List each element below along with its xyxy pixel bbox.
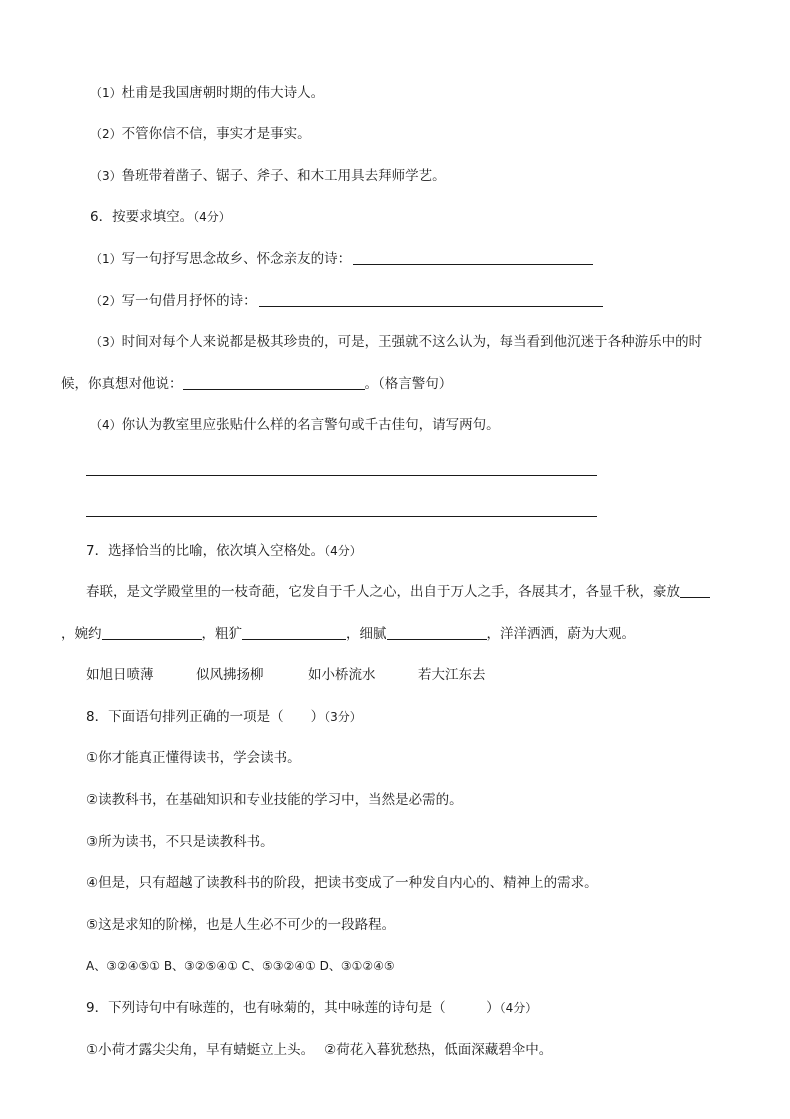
q7-blank-3[interactable] (242, 625, 346, 640)
q7-seg-4: ，洋洋洒洒，蔚为大观。 (486, 626, 635, 642)
q7-paragraph-line-2 (61, 624, 635, 644)
q5-item-3-text: 鲁班带着凿子、锯子、斧子、和木工用具去拜师学艺。 (121, 168, 446, 184)
q6-item-3-suffix: 。（格言警句） (364, 376, 453, 392)
q5-item-3-num: （3） (90, 169, 122, 183)
q7-blank-1[interactable] (680, 583, 710, 598)
q8-title (86, 707, 362, 727)
q9-title (86, 998, 537, 1018)
q9-title-text: 9．下列诗句中有咏莲的，也有咏菊的，其中咏莲的诗句是（ ） (86, 1000, 500, 1016)
q7-option-2: 似风拂扬柳 (196, 667, 264, 683)
q8-score: （3分） (324, 710, 362, 724)
q8-sentence-3: ③所为读书，不只是读教科书。 (86, 834, 274, 850)
q7-blank-2[interactable] (102, 625, 202, 640)
q6-item-4-text: 你认为教室里应张贴什么样的名言警句或千古佳句，请写两句。 (121, 417, 500, 433)
q7-option-3: 如小桥流水 (308, 667, 376, 683)
q5-item-2-text: 不管你信不信，事实才是事实。 (121, 126, 311, 142)
q6-item-2 (90, 291, 603, 311)
q5-item-3 (90, 166, 446, 186)
q6-score: （4分） (193, 210, 231, 224)
q6-item-3-prefix: 候，你真想对他说： (61, 376, 183, 392)
q9-score: （4分） (499, 1001, 538, 1015)
q6-title-text: 6．按要求填空。 (90, 209, 194, 225)
q6-item-4-answer-line-2[interactable] (86, 516, 597, 517)
q7-seg-3: ，细腻 (346, 626, 387, 642)
q7-blank-4[interactable] (387, 625, 487, 640)
q9-poems (86, 1040, 552, 1060)
q7-seg-1: ，婉约 (61, 626, 102, 642)
q7-option-4: 若大江东去 (418, 667, 486, 683)
q6-item-2-text: 写一句借月抒怀的诗： (121, 293, 257, 309)
q9-poem-2: ②荷花入暮犹愁热，低面深藏碧伞中。 (324, 1042, 553, 1058)
q6-title (90, 207, 231, 227)
q6-item-1 (90, 249, 593, 269)
q8-sentence-2: ②读教科书，在基础知识和专业技能的学习中，当然是必需的。 (86, 792, 463, 808)
q6-item-4-answer-line-1[interactable] (86, 475, 597, 476)
q8-sentence-4: ④但是，只有超越了读教科书的阶段，把读书变成了一种发自内心的、精神上的需求。 (86, 875, 598, 891)
q7-options (86, 665, 486, 685)
q8-choices: A、③②④⑤① B、③②⑤④① C、⑤③②④① D、③①②④⑤ (86, 959, 395, 973)
q6-item-3-line-2 (61, 374, 452, 394)
q7-title-text: 7．选择恰当的比喻，依次填入空格处。 (86, 543, 325, 559)
q6-item-2-num: （2） (90, 294, 122, 308)
q5-item-1 (90, 83, 324, 103)
q5-item-1-num: （1） (90, 86, 122, 100)
q8-sentence-1: ①你才能真正懂得读书，学会读书。 (86, 750, 301, 766)
q6-item-1-text: 写一句抒写思念故乡、怀念亲友的诗： (121, 251, 352, 267)
q8-sentence-5: ⑤这是求知的阶梯，也是人生必不可少的一段路程。 (86, 917, 396, 933)
q6-item-3-line-1 (90, 332, 702, 352)
q5-item-2 (90, 124, 311, 144)
q6-item-1-num: （1） (90, 252, 122, 266)
q5-item-2-num: （2） (90, 127, 122, 141)
q7-paragraph-line-1 (86, 582, 710, 602)
q6-item-4 (90, 415, 500, 435)
q7-title (86, 541, 362, 561)
q6-item-4-num: （4） (90, 418, 122, 432)
q5-item-1-text: 杜甫是我国唐朝时期的伟大诗人。 (121, 85, 325, 101)
q7-score: （4分） (324, 544, 362, 558)
q8-title-text: 8．下面语句排列正确的一项是（ ） (86, 709, 325, 725)
q7-option-1: 如旭日喷薄 (86, 667, 154, 683)
q7-paragraph-text-1: 春联，是文学殿堂里的一枝奇葩，它发自于千人之心，出自于万人之手，各展其才，各显千秋，豪放 (86, 584, 680, 600)
q6-item-2-answer-blank[interactable] (259, 292, 603, 307)
q7-seg-2: ，粗犷 (201, 626, 242, 642)
q6-item-3-answer-blank[interactable] (183, 375, 365, 390)
q6-item-3-num: （3） (90, 335, 122, 349)
q9-poem-1: ①小荷才露尖尖角，早有蜻蜓立上头。 (86, 1042, 315, 1058)
q6-item-1-answer-blank[interactable] (353, 250, 593, 265)
q6-item-3-text-line-1: 时间对每个人来说都是极其珍贵的，可是，王强就不这么认为，每当看到他沉迷于各种游乐中的时 (121, 334, 703, 350)
